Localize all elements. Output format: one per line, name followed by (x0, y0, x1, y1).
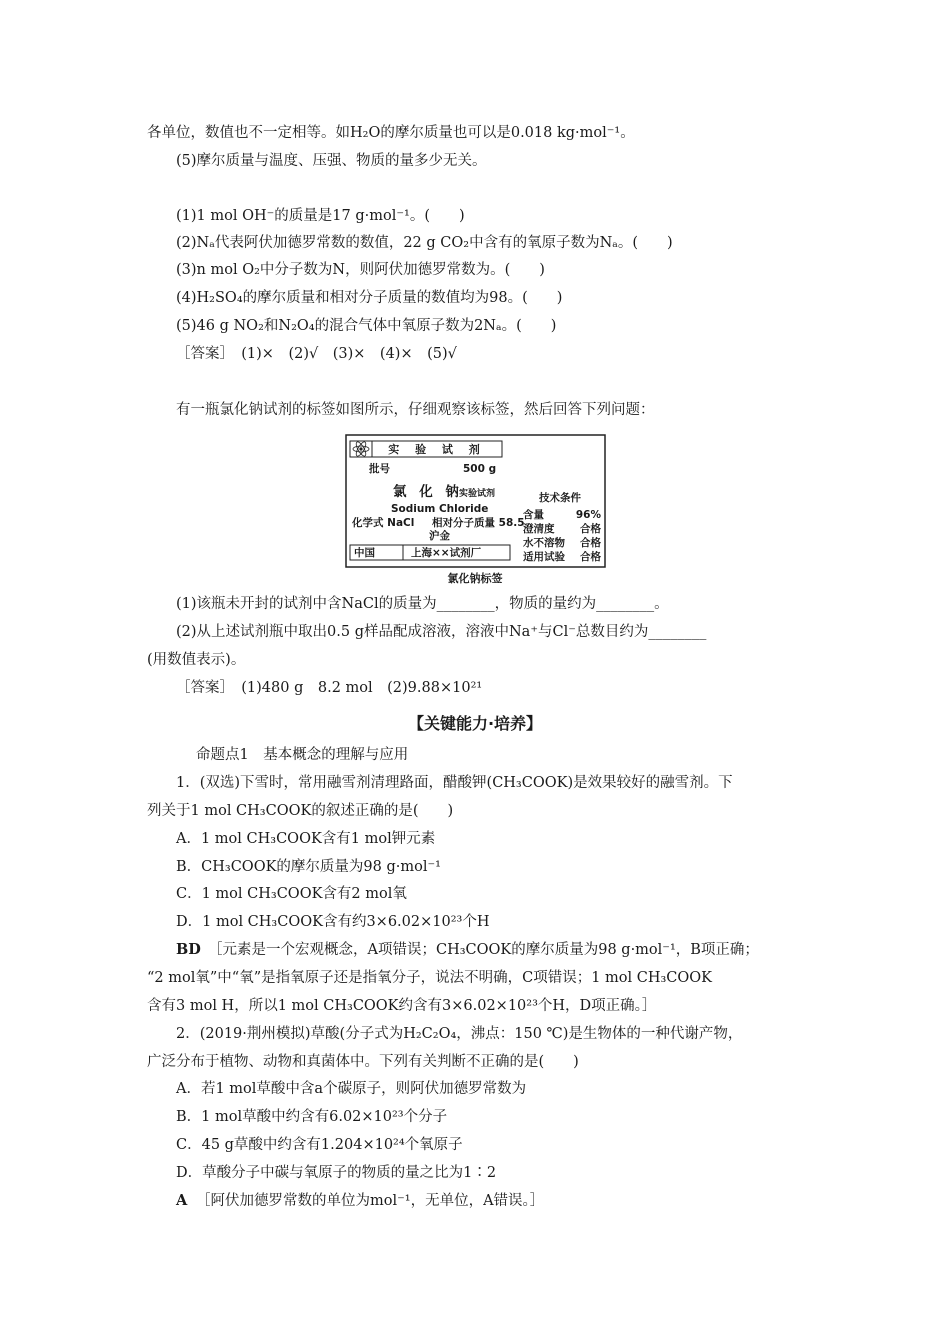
label-country: 中国 (354, 547, 375, 559)
judge-question-1: (1)1 mol OH⁻的质量是17 g·mol⁻¹。( ) (176, 208, 465, 224)
label-caption: 氯化钠标签 (447, 572, 503, 585)
label-formula: 化学式 NaCl (352, 517, 415, 529)
section-title: 【关键能力·培养】 (407, 714, 543, 733)
problem-2-option-b: B．1 mol草酸中约含有6.02×10²³个分子 (176, 1109, 448, 1125)
label-name-cn: 氯 化 钠 (393, 484, 463, 500)
problem-2-option-d: D．草酸分子中碳与氧原子的物质的量之比为1∶2 (176, 1165, 497, 1181)
problem-2-option-a: A．若1 mol草酸中含a个碳原子，则阿伏加德罗常数为 (176, 1081, 527, 1097)
judge-answer: ［答案］ (1)× (2)√ (3)× (4)× (5)√ (176, 346, 457, 362)
label-batch: 批号 (369, 463, 390, 475)
problem-2-stem-cont: 广泛分布于植物、动物和真菌体中。下列有关判断不正确的是( ) (147, 1054, 579, 1070)
tech-key-4: 适用试验 (523, 551, 565, 563)
problem-1-stem: 1．(双选)下雪时，常用融雪剂清理路面，醋酸钾(CH₃COOK)是效果较好的融雪剂。下 (176, 775, 733, 791)
label-mass: 500 g (463, 463, 497, 475)
label-answer: ［答案］ (1)480 g 8.2 mol (2)9.88×10²¹ (176, 680, 483, 696)
label-name-tag: 实验试剂 (459, 489, 496, 499)
tech-key-1: 含量 (523, 509, 544, 521)
tech-title: 技术条件 (539, 492, 581, 504)
judge-question-3: (3)n mol O₂中分子数为N，则阿伏加德罗常数为。( ) (176, 262, 545, 278)
problem-1-option-d: D．1 mol CH₃COOK含有约3×6.02×10²³个H (176, 914, 490, 930)
topic-heading: 命题点1 基本概念的理解与应用 (196, 747, 409, 763)
tech-key-2: 澄清度 (523, 523, 555, 535)
label-mw: 相对分子质量 58.5 (432, 517, 525, 529)
label-question-2: (2)从上述试剂瓶中取出0.5 g样品配成溶液，溶液中Na⁺与Cl⁻总数目约为________ (176, 624, 707, 640)
problem-1-option-b: B．CH₃COOK的摩尔质量为98 g·mol⁻¹ (176, 859, 441, 875)
problem-2-option-c: C．45 g草酸中约含有1.204×10²⁴个氧原子 (176, 1137, 463, 1153)
label-brand: 沪金 (429, 530, 450, 542)
label-intro: 有一瓶氯化钠试剂的标签如图所示，仔细观察该标签，然后回答下列问题： (176, 402, 655, 418)
tech-key-3: 水不溶物 (523, 537, 565, 549)
problem-1-explanation-end: 含有3 mol H，所以1 mol CH₃COOK约含有3×6.02×10²³个H，D项正确。］ (147, 998, 657, 1014)
text-line: 各单位，数值也不一定相等。如H₂O的摩尔质量也可以是0.018 kg·mol⁻¹。 (147, 125, 635, 141)
tech-value-4: 合格 (580, 551, 601, 563)
tech-value-1: 96% (575, 509, 601, 521)
reagent-label-figure (345, 434, 607, 569)
judge-question-4: (4)H₂SO₄的摩尔质量和相对分子质量的数值均为98。( ) (176, 290, 563, 306)
judge-question-5: (5)46 g NO₂和N₂O₄的混合气体中氧原子数为2Nₐ。( ) (176, 318, 557, 334)
label-header: 实 验 试 剂 (388, 443, 486, 456)
tech-value-2: 合格 (580, 523, 601, 535)
problem-1-option-a: A．1 mol CH₃COOK含有1 mol钾元素 (176, 831, 436, 847)
label-maker: 上海××试剂厂 (411, 547, 482, 559)
problem-2-key: A (176, 1192, 188, 1209)
label-question-1: (1)该瓶未开封的试剂中含NaCl的质量为________，物质的量约为________。 (176, 596, 669, 612)
judge-question-2: (2)Nₐ代表阿伏加德罗常数的数值，22 g CO₂中含有的氧原子数为Nₐ。( ) (176, 235, 673, 251)
problem-1-stem-cont: 列关于1 mol CH₃COOK的叙述正确的是( ) (147, 803, 454, 819)
problem-1-explanation-cont: “2 mol氧”中“氧”是指氧原子还是指氧分子，说法不明确，C项错误；1 mol CH₃COOK (147, 970, 713, 986)
problem-1-option-c: C．1 mol CH₃COOK含有2 mol氧 (176, 886, 407, 902)
label-question-2-cont: (用数值表示)。 (147, 652, 246, 668)
problem-2-stem: 2．(2019·荆州模拟)草酸(分子式为H₂C₂O₄，沸点：150 ℃)是生物体的一种代谢产物， (176, 1026, 743, 1042)
tech-value-3: 合格 (580, 537, 601, 549)
problem-2-explanation: ［阿伏加德罗常数的单位为mol⁻¹，无单位，A错误。］ (196, 1193, 545, 1209)
label-name-en: Sodium Chloride (391, 503, 489, 515)
problem-1-key: BD (176, 941, 201, 958)
text-line: (5)摩尔质量与温度、压强、物质的量多少无关。 (176, 153, 487, 169)
problem-1-explanation: ［元素是一个宏观概念，A项错误；CH₃COOK的摩尔质量为98 g·mol⁻¹，B项正确； (208, 942, 759, 958)
